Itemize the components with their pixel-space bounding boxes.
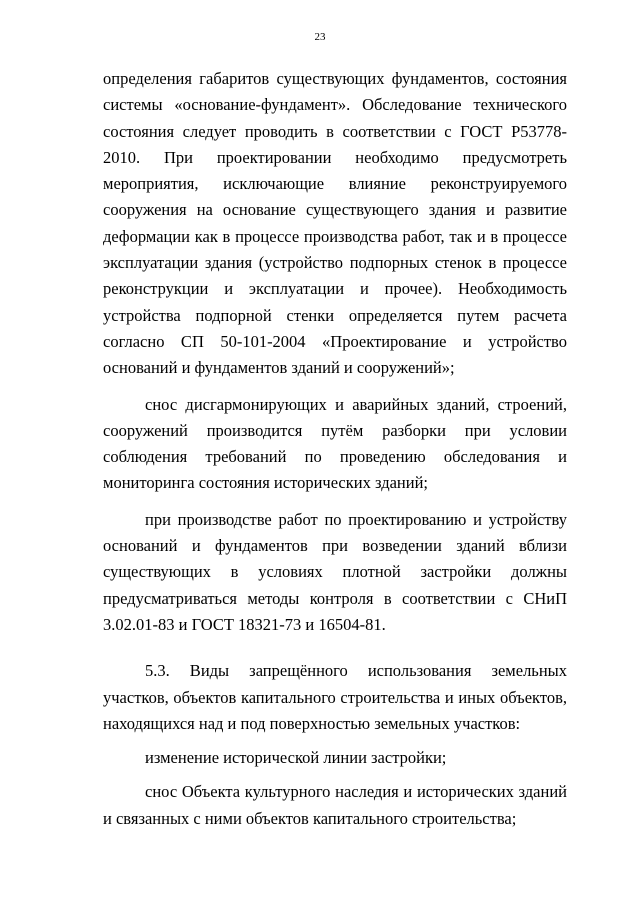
paragraph-heritage-demolition: снос Объекта культурного наследия и исторических зданий и связанных с ними объектов капитального строительства; (103, 782, 567, 828)
paragraph-section-5-3: 5.3. Виды запрещённого использования земельных участков, объектов капитального строительства и иных объектов, находящихся над и под поверхностью земельных участков: (103, 661, 567, 733)
paragraph-building-line: изменение исторической линии застройки; (145, 748, 447, 768)
paragraph-demolition: снос дисгармонирующих и аварийных зданий, строений, сооружений производится путём разборки при условии соблюдения требований по проведению обследования и мониторинга состояния исторических зданий; (103, 394, 567, 493)
paragraph-foundations-survey: определения габаритов существующих фундаментов, состояния системы «основание-фундамент». Обследование технического состояния следует проводить в соответствии с ГОСТ Р53778-2010. При проектировании необходимо предусмотреть мероприятия, исключающие влияние реконструируемого сооружения на основание существующего здания и развитие деформации как в процессе производства работ, так и в процессе эксплуатации здания (устройство подпорных стенок в процессе реконструкции и эксплуатации и прочее). Необходимость устройства подпорной стенки определяется путем расчета согласно СП 50-101-2004 «Проектирование и устройство оснований и фундаментов зданий и сооружений»; (103, 69, 567, 378)
page-number: 23 (314, 31, 326, 43)
paragraph-construction-control: при производстве работ по проектированию и устройству оснований и фундаментов при возведении зданий вблизи существующих в условиях плотной застройки должны предусматриваться методы контроля в соответствии с СНиП 3.02.01-83 и ГОСТ 18321-73 и 16504-81. (103, 509, 567, 634)
document-body (103, 66, 567, 832)
